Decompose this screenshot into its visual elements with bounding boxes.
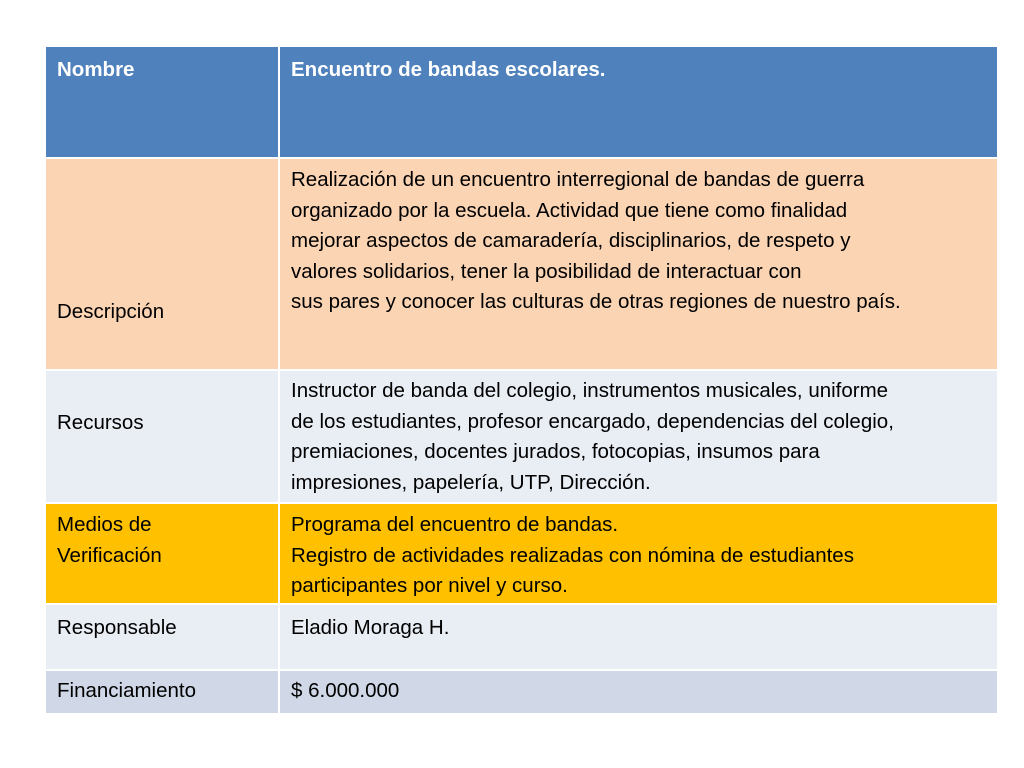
value-line: impresiones, papelería, UTP, Dirección. [291,470,651,494]
value-line: Realización de un encuentro interregional de bandas de guerra [291,168,865,191]
value-line: sus pares y conocer las culturas de otras regiones de nuestro país. [291,290,901,313]
label-responsable: Responsable [45,604,279,670]
value-line: Instructor de banda del colegio, instrumentos musicales, uniforme [291,379,889,402]
label-recursos: Recursos [45,370,279,503]
table-row-nombre [45,46,998,158]
label-descripcion: Descripción [45,158,279,370]
value-line: mejorar aspectos de camaradería, disciplinarios, de respeto y [291,229,851,252]
value-line: premiaciones, docentes jurados, fotocopias, insumos para [291,440,820,463]
value-line: de los estudiantes, profesor encargado, dependencias del colegio, [291,409,894,433]
value-line: Encuentro de bandas escolares. [291,58,606,81]
value-line: participantes por nivel y curso. [291,574,568,597]
label-verificacion [45,503,279,604]
value-line: $ 6.000.000 [291,679,400,702]
label-line: Medios de [57,513,152,536]
value-line: Programa del encuentro de bandas. [291,513,619,536]
value-responsable [279,604,998,670]
value-recursos [279,370,998,503]
table-row-recursos [45,370,998,503]
table-row-descripcion [45,158,998,370]
value-nombre [279,46,998,158]
value-line: Eladio Moraga H. [291,616,450,639]
label-nombre: Nombre [45,46,279,158]
table-row-financiamiento [45,670,998,714]
table-row-verificacion [45,503,998,604]
table-row-responsable [45,604,998,670]
project-table [44,45,999,715]
value-line: valores solidarios, tener la posibilidad de interactuar con [291,259,802,283]
value-financiamiento [279,670,998,714]
label-line: Verificación [57,543,162,567]
value-line: organizado por la escuela. Actividad que tiene como finalidad [291,198,848,222]
value-line: Registro de actividades realizadas con nómina de estudiantes [291,543,854,567]
value-verificacion [279,503,998,604]
value-descripcion [279,158,998,370]
label-financiamiento: Financiamiento [45,670,279,714]
